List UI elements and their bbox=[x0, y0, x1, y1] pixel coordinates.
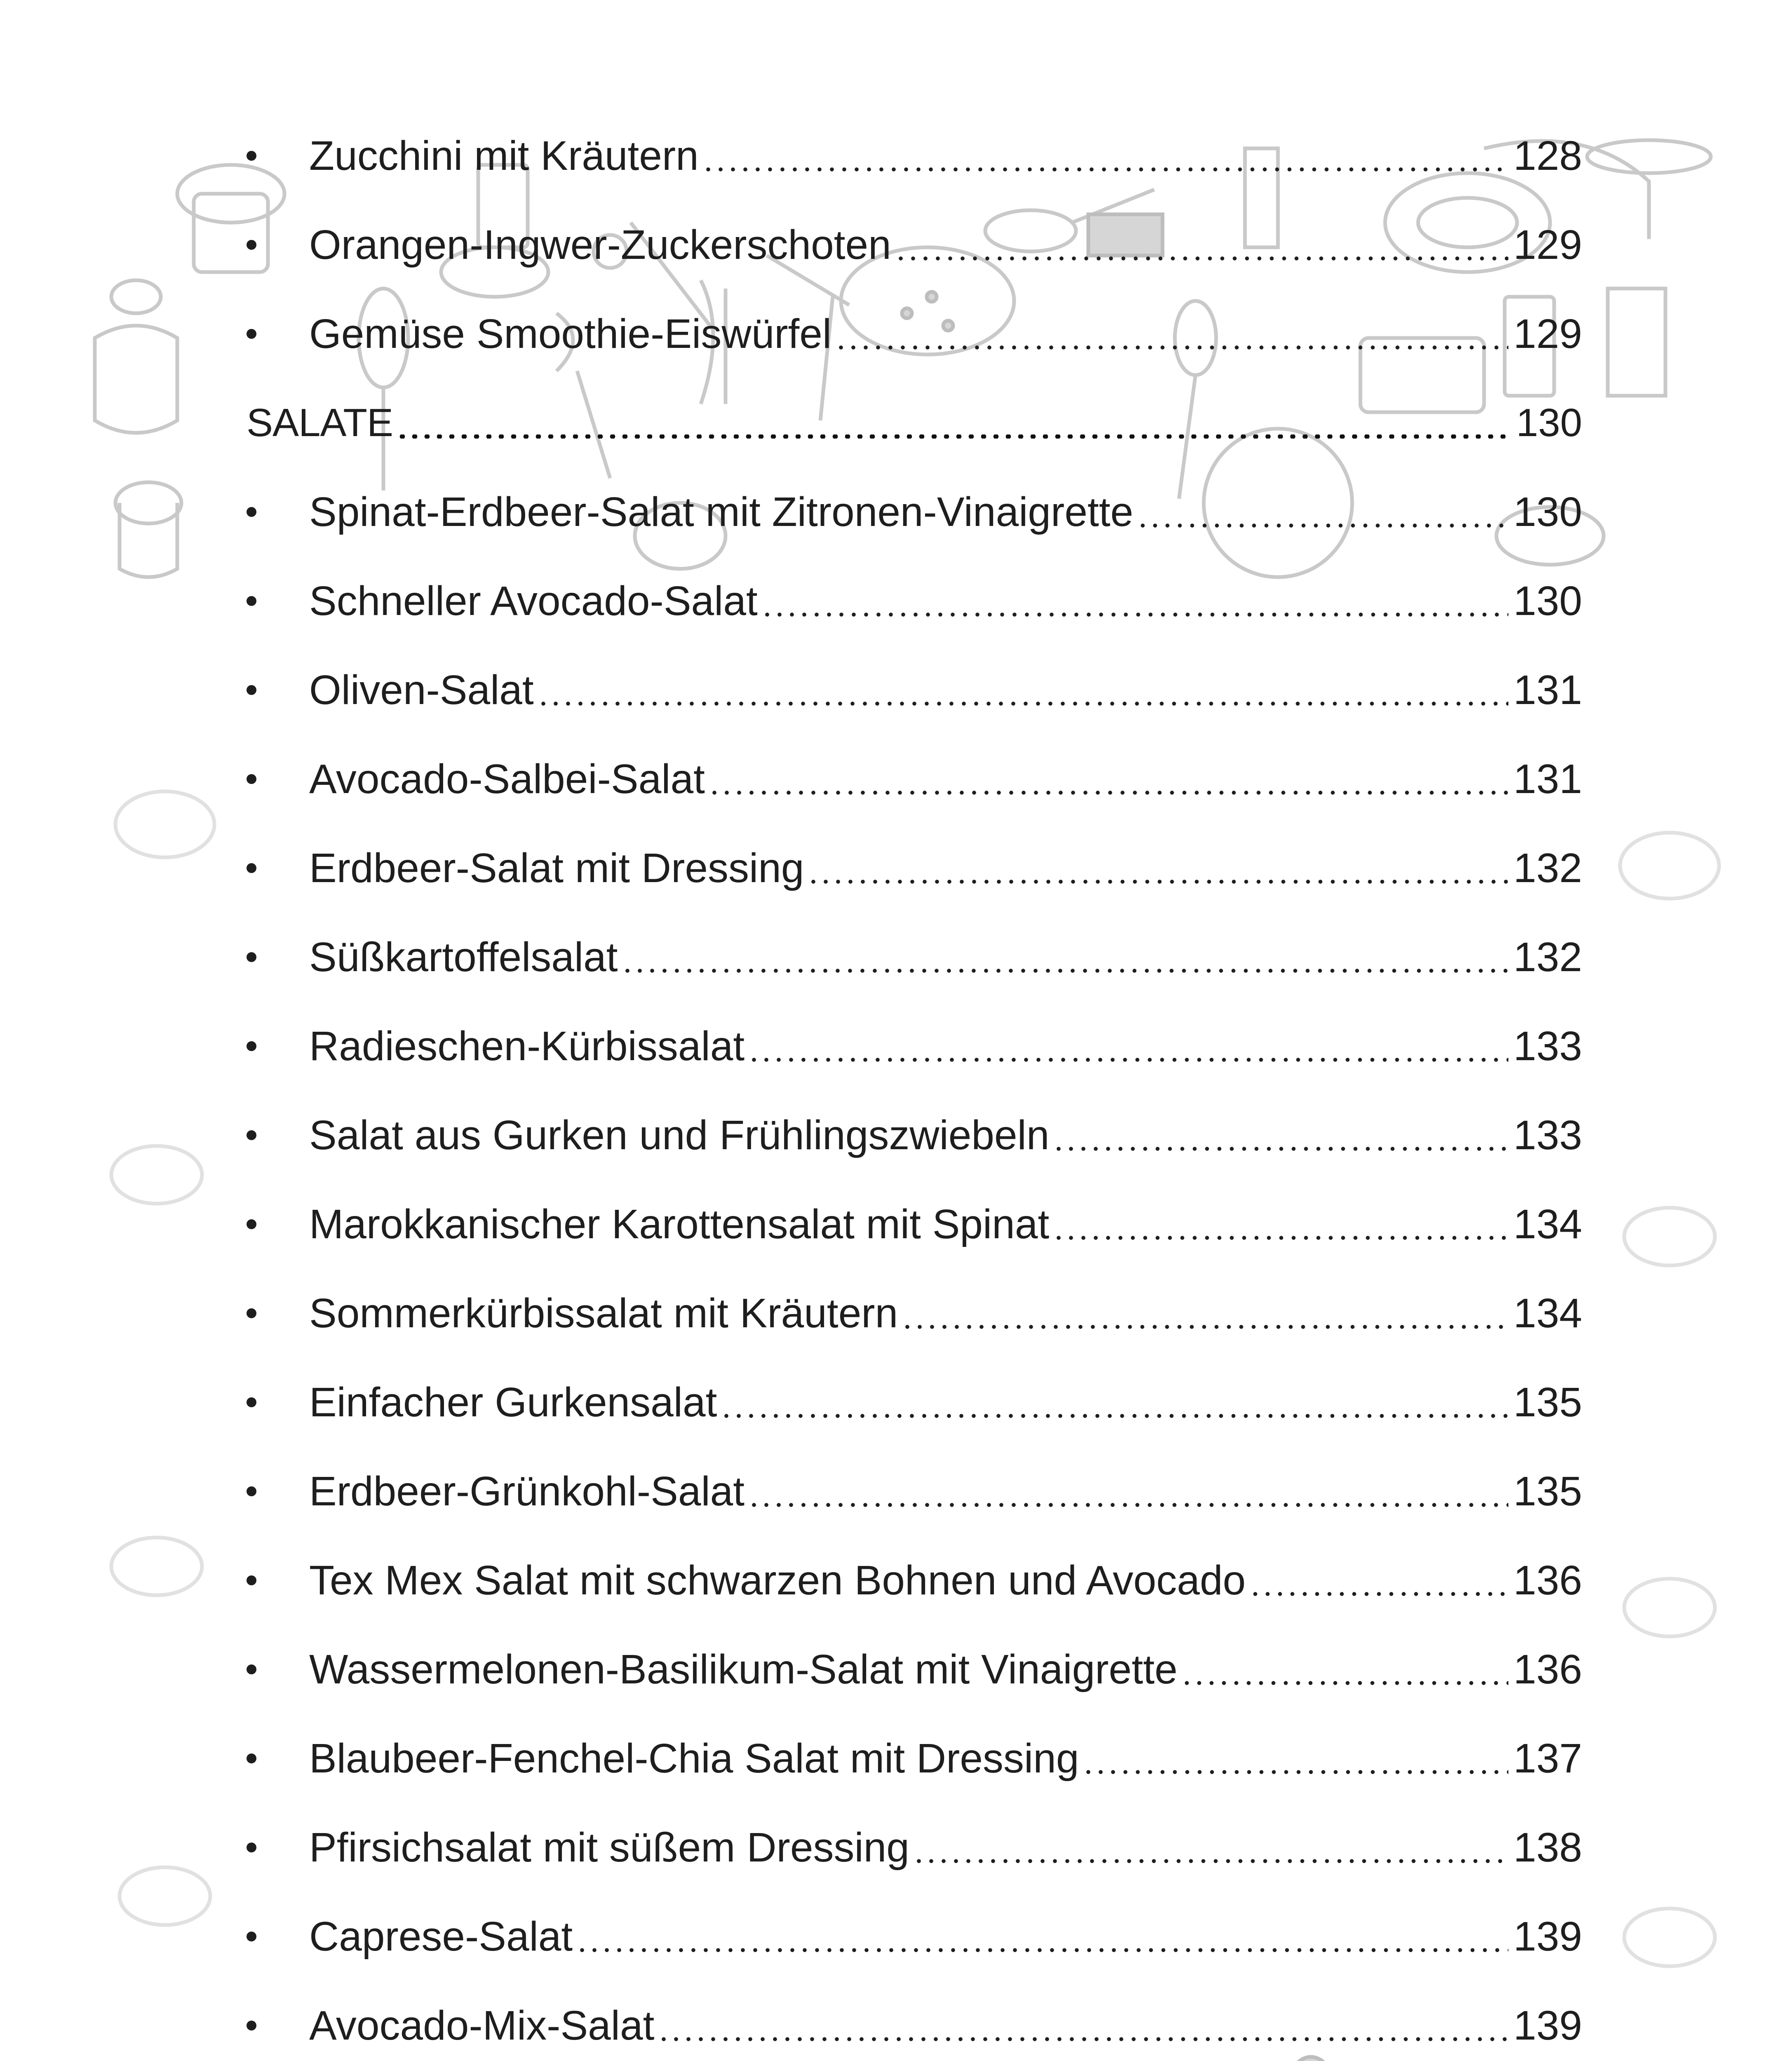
dot-leader bbox=[761, 556, 1508, 646]
entry-title: Gemüse Smoothie-Eiswürfel bbox=[309, 311, 832, 357]
dot-leader bbox=[621, 913, 1509, 1002]
entry-title: Blaubeer-Fenchel-Chia Salat mit Dressing bbox=[309, 1735, 1079, 1782]
entry-title: Pfirsichsalat mit süßem Dressing bbox=[309, 1824, 909, 1871]
dot-leader bbox=[708, 735, 1508, 824]
dot-leader bbox=[835, 289, 1508, 378]
dot-leader bbox=[658, 1981, 1508, 2061]
bullet-icon bbox=[247, 1664, 256, 1674]
dot-leader bbox=[537, 646, 1508, 735]
page-number: 131 bbox=[1513, 756, 1582, 802]
bullet-icon bbox=[247, 685, 256, 695]
entry-title: Erdbeer-Grünkohl-Salat bbox=[309, 1468, 745, 1514]
toc-entry[interactable] bbox=[247, 467, 1582, 556]
entry-title: Wassermelonen-Basilikum-Salat mit Vinaigrette bbox=[309, 1646, 1178, 1692]
dot-leader bbox=[748, 1447, 1508, 1536]
dot-leader bbox=[913, 1803, 1508, 1892]
page-number: 134 bbox=[1513, 1290, 1582, 1336]
bullet-icon bbox=[247, 1486, 256, 1496]
entry-title: Sommerkürbissalat mit Kräutern bbox=[309, 1290, 898, 1336]
table-of-contents bbox=[247, 111, 1582, 2061]
toc-entry[interactable] bbox=[247, 111, 1582, 200]
toc-entry[interactable] bbox=[247, 556, 1582, 646]
toc-entry[interactable] bbox=[247, 289, 1582, 378]
toc-entry[interactable] bbox=[247, 1981, 1582, 2061]
entry-title: Avocado-Salbei-Salat bbox=[309, 756, 705, 802]
bullet-icon bbox=[247, 1219, 256, 1229]
entry-title: Einfacher Gurkensalat bbox=[309, 1379, 717, 1425]
bullet-icon bbox=[247, 507, 256, 517]
page-number: 129 bbox=[1513, 311, 1582, 357]
bullet-icon bbox=[247, 1753, 256, 1763]
page-number: 129 bbox=[1513, 222, 1582, 268]
dot-leader bbox=[720, 1358, 1508, 1447]
page-number: 137 bbox=[1513, 1735, 1582, 1782]
bullet-icon bbox=[247, 1843, 256, 1852]
page-number: 132 bbox=[1513, 934, 1582, 980]
toc-entry[interactable] bbox=[247, 646, 1582, 735]
bullet-icon bbox=[247, 952, 256, 962]
dot-leader bbox=[748, 1002, 1508, 1091]
bullet-icon bbox=[247, 1041, 256, 1051]
toc-entry[interactable] bbox=[247, 200, 1582, 289]
toc-entry[interactable] bbox=[247, 1358, 1582, 1447]
page-number: 135 bbox=[1513, 1468, 1582, 1514]
page-number: 136 bbox=[1513, 1646, 1582, 1692]
dot-leader bbox=[396, 378, 1511, 467]
bullet-icon bbox=[247, 863, 256, 873]
page-number: 139 bbox=[1513, 1913, 1582, 1960]
entry-title: Zucchini mit Kräutern bbox=[309, 133, 699, 179]
page-number: 134 bbox=[1513, 1201, 1582, 1247]
toc-section-heading[interactable] bbox=[247, 378, 1582, 467]
dot-leader bbox=[576, 1892, 1508, 1981]
entry-title: Schneller Avocado-Salat bbox=[309, 578, 758, 624]
dot-leader bbox=[1137, 467, 1508, 556]
toc-entry[interactable] bbox=[247, 1625, 1582, 1714]
toc-entry[interactable] bbox=[247, 1803, 1582, 1892]
entry-title: Marokkanischer Karottensalat mit Spinat bbox=[309, 1201, 1050, 1247]
toc-entry[interactable] bbox=[247, 1091, 1582, 1180]
dot-leader bbox=[895, 200, 1508, 289]
toc-entry[interactable] bbox=[247, 1447, 1582, 1536]
page-number: 130 bbox=[1513, 578, 1582, 624]
toc-entry[interactable] bbox=[247, 735, 1582, 824]
dot-leader bbox=[901, 1269, 1508, 1358]
toc-entry[interactable] bbox=[247, 824, 1582, 913]
bullet-icon bbox=[247, 1397, 256, 1407]
bullet-icon bbox=[247, 329, 256, 339]
dot-leader bbox=[1181, 1625, 1508, 1714]
entry-title: Orangen-Ingwer-Zuckerschoten bbox=[309, 222, 891, 268]
dot-leader bbox=[1249, 1536, 1508, 1625]
page-number: 130 bbox=[1513, 489, 1582, 535]
toc-entry[interactable] bbox=[247, 1180, 1582, 1269]
entry-title: Spinat-Erdbeer-Salat mit Zitronen-Vinaigrette bbox=[309, 489, 1134, 535]
page-number: 133 bbox=[1513, 1023, 1582, 1069]
bullet-icon bbox=[247, 596, 256, 606]
dot-leader bbox=[1082, 1714, 1508, 1803]
dot-leader bbox=[807, 824, 1508, 913]
entry-title: Caprese-Salat bbox=[309, 1913, 573, 1960]
bullet-icon bbox=[247, 1308, 256, 1318]
page-number: 138 bbox=[1513, 1824, 1582, 1871]
bullet-icon bbox=[247, 1130, 256, 1140]
toc-entry[interactable] bbox=[247, 1892, 1582, 1981]
bullet-icon bbox=[247, 2021, 256, 2030]
bullet-icon bbox=[247, 774, 256, 784]
entry-title: Avocado-Mix-Salat bbox=[309, 2002, 655, 2049]
entry-title: Süßkartoffelsalat bbox=[309, 934, 618, 980]
section-title: SALATE bbox=[247, 401, 393, 445]
dot-leader bbox=[1052, 1180, 1508, 1269]
toc-entry[interactable] bbox=[247, 1536, 1582, 1625]
dot-leader bbox=[1052, 1091, 1508, 1180]
bullet-icon bbox=[247, 151, 256, 161]
page-number: 136 bbox=[1513, 1557, 1582, 1603]
bullet-icon bbox=[247, 1575, 256, 1585]
page-number: 128 bbox=[1513, 133, 1582, 179]
bullet-icon bbox=[247, 1932, 256, 1941]
entry-title: Oliven-Salat bbox=[309, 667, 534, 713]
page-number: 132 bbox=[1513, 845, 1582, 891]
entry-title: Salat aus Gurken und Frühlingszwiebeln bbox=[309, 1112, 1050, 1158]
page-number: 133 bbox=[1513, 1112, 1582, 1158]
dot-leader bbox=[702, 111, 1508, 200]
toc-entry[interactable] bbox=[247, 913, 1582, 1002]
page-number: 131 bbox=[1513, 667, 1582, 713]
bullet-icon bbox=[247, 240, 256, 250]
page-number: 139 bbox=[1513, 2002, 1582, 2049]
toc-entry[interactable] bbox=[247, 1002, 1582, 1091]
entry-title: Radieschen-Kürbissalat bbox=[309, 1023, 745, 1069]
toc-entry[interactable] bbox=[247, 1269, 1582, 1358]
page-number: 130 bbox=[1516, 401, 1582, 445]
entry-title: Erdbeer-Salat mit Dressing bbox=[309, 845, 804, 891]
page-number: 135 bbox=[1513, 1379, 1582, 1425]
entry-title: Tex Mex Salat mit schwarzen Bohnen und Avocado bbox=[309, 1557, 1246, 1603]
toc-entry[interactable] bbox=[247, 1714, 1582, 1803]
